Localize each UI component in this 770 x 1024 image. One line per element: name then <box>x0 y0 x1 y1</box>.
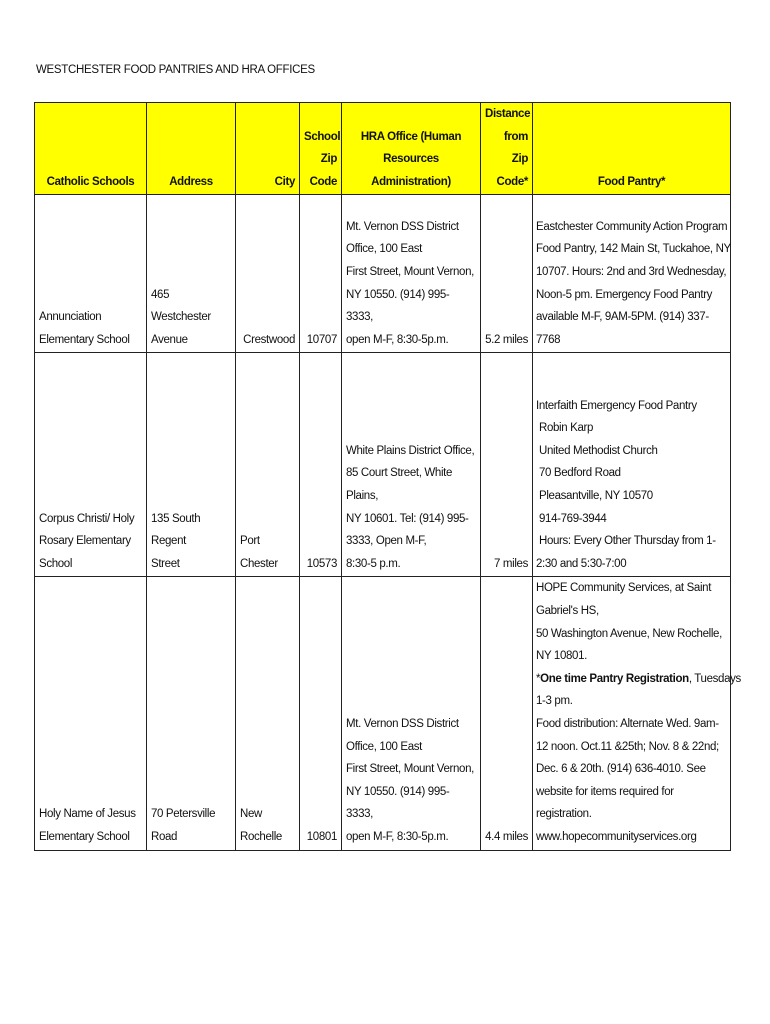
cell-food-pantry <box>533 353 731 577</box>
table-row <box>35 353 731 577</box>
table-row <box>35 195 731 353</box>
pantry-table <box>34 102 741 851</box>
pantry-line: Food distribution: Alternate Wed. 9am- <box>536 717 719 730</box>
header-food-pantry: Food Pantry* <box>533 103 731 195</box>
cell-zip: 10801 <box>300 577 342 850</box>
pantry-line: 10707. Hours: 2nd and 3rd Wednesday, <box>536 266 727 278</box>
cell-school: Holy Name of Jesus Elementary School <box>35 577 147 850</box>
header-city: City <box>236 103 300 195</box>
pantry-line: NY 10801. <box>536 650 587 663</box>
registration-prefix: * <box>536 672 541 685</box>
cell-address: 135 South Regent Street <box>147 353 236 577</box>
pantry-line: 7768 <box>536 333 561 346</box>
cell-address: 70 Petersville Road <box>147 577 236 850</box>
cell-city: Crestwood <box>236 195 300 353</box>
header-catholic-schools: Catholic Schools <box>35 103 147 195</box>
pantry-website-link[interactable]: www.hopecommunityservices.org <box>536 830 697 843</box>
pantry-line: Interfaith Emergency Food Pantry <box>536 399 697 412</box>
cell-distance: 5.2 miles <box>481 195 533 353</box>
pantry-line: available M-F, 9AM-5PM. (914) 337- <box>536 311 709 324</box>
header-address: Address <box>147 103 236 195</box>
pantry-line: Dec. 6 & 20th. (914) 636-4010. See <box>536 763 706 776</box>
cell-hra-office: Mt. Vernon DSS District Office, 100 East First Street, Mount Vernon, NY 10550. (914) 995-3333, open M-F, 8:30-5p.m. <box>342 577 481 850</box>
header-hra-office: HRA Office (Human Resources Administration) <box>342 103 481 195</box>
pantry-line: United Methodist Church <box>539 444 658 457</box>
pantry-line: Hours: Every Other Thursday from 1- <box>539 535 716 548</box>
pantry-line: Food Pantry, 142 Main St, Tuckahoe, NY <box>536 243 731 256</box>
header-school-zip: School Zip Code <box>300 103 342 195</box>
pantry-line: website for items required for <box>536 785 674 798</box>
pantry-line: Eastchester Community Action Program <box>536 220 728 233</box>
cell-city: Port Chester <box>236 353 300 577</box>
pantry-line: 70 Bedford Road <box>539 467 621 480</box>
registration-suffix: , Tuesdays <box>688 672 741 685</box>
pantry-line: 50 Washington Avenue, New Rochelle, <box>536 627 722 640</box>
pantry-line: 2:30 and 5:30-7:00 <box>536 557 627 570</box>
pantry-line: 12 noon. Oct.11 &25th; Nov. 8 & 22nd; <box>536 740 719 753</box>
pantry-line: Noon-5 pm. Emergency Food Pantry <box>536 288 713 301</box>
table-row <box>35 577 731 850</box>
pantry-line: Robin Karp <box>539 422 594 435</box>
cell-hra-office: Mt. Vernon DSS District Office, 100 East First Street, Mount Vernon, NY 10550. (914) 995-3333, open M-F, 8:30-5p.m. <box>342 195 481 353</box>
pantry-registration-line <box>536 668 741 691</box>
document-title: WESTCHESTER FOOD PANTRIES AND HRA OFFICES <box>36 64 315 76</box>
cell-address: 465 Westchester Avenue <box>147 195 236 353</box>
pantry-line: Pleasantville, NY 10570 <box>539 490 653 502</box>
cell-school: Annunciation Elementary School <box>35 195 147 353</box>
header-distance: Distance from Zip Code* <box>481 103 533 195</box>
cell-school: Corpus Christi/ Holy Rosary Elementary School <box>35 353 147 577</box>
registration-bold-text: One time Pantry Registration <box>540 672 689 685</box>
cell-food-pantry <box>533 195 731 353</box>
cell-distance: 4.4 miles <box>481 577 533 850</box>
pantry-line: registration. <box>536 808 592 821</box>
cell-zip: 10707 <box>300 195 342 353</box>
pantry-line: 1-3 pm. <box>536 695 573 708</box>
cell-city: New Rochelle <box>236 577 300 850</box>
cell-distance: 7 miles <box>481 353 533 577</box>
pantry-line: Gabriel's HS, <box>536 604 599 617</box>
cell-food-pantry <box>533 577 741 850</box>
header-row <box>35 103 731 195</box>
cell-hra-office: White Plains District Office, 85 Court Street, White Plains, NY 10601. Tel: (914) 995- 3333, Open M-F, 8:30-5 p.m. <box>342 353 481 577</box>
pantry-line: 914-769-3944 <box>539 512 607 525</box>
pantry-line: HOPE Community Services, at Saint <box>536 582 712 595</box>
cell-zip: 10573 <box>300 353 342 577</box>
